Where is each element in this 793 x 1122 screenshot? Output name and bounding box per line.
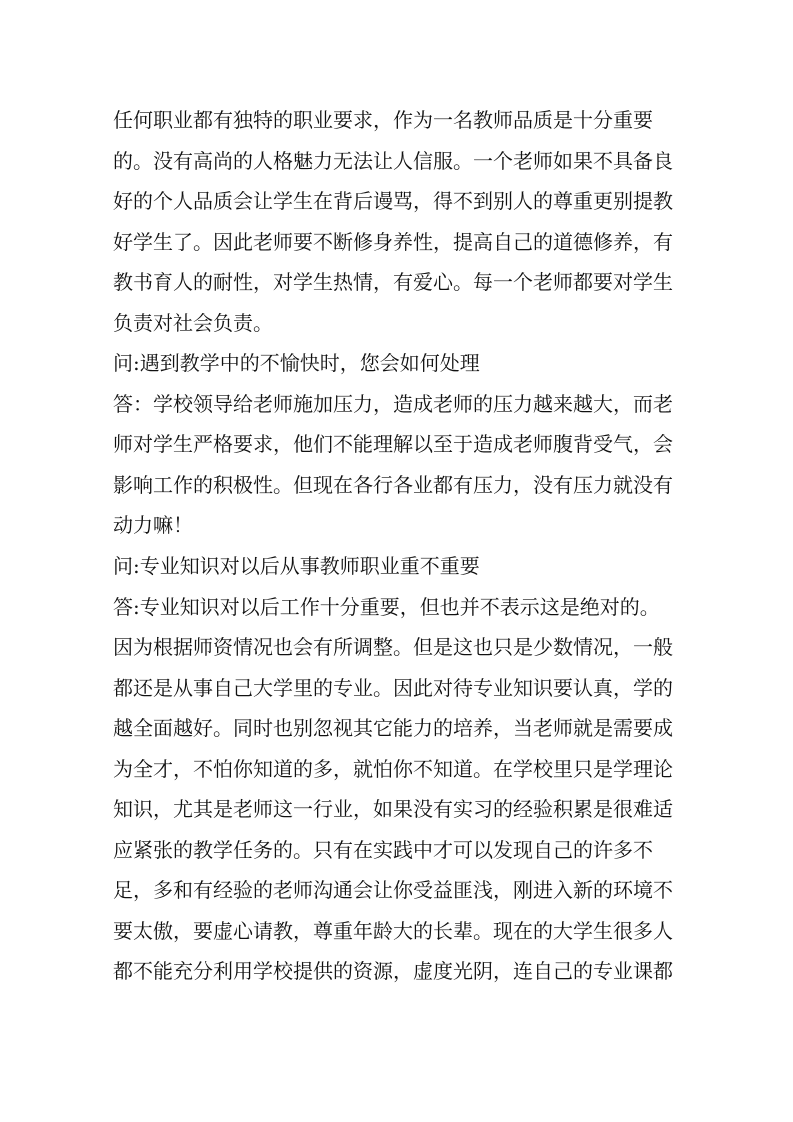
text-line: 师对学生严格要求，他们不能理解以至于造成老师腹背受气，会 (113, 432, 673, 457)
text-line: 的。没有高尚的人格魅力无法让人信服。一个老师如果不具备良 (113, 148, 673, 173)
text-line: 好学生了。因此老师要不断修身养性，提高自己的道德修养，有 (113, 229, 673, 254)
answer-line: 答：学校领导给老师施加压力，造成老师的压力越来越大，而老 (113, 391, 673, 416)
body-text (113, 100, 693, 992)
text-line: 动力嘛！ (113, 513, 193, 538)
text-line: 应紧张的教学任务的。只有在实践中才可以发现自己的许多不 (113, 837, 653, 862)
text-line: 负责对社会负责。 (113, 310, 273, 335)
text-line: 越全面越好。同时也别忽视其它能力的培养，当老师就是需要成 (113, 716, 673, 741)
text-line: 教书育人的耐性，对学生热情，有爱心。每一个老师都要对学生 (113, 270, 673, 295)
question-line: 问:遇到教学中的不愉快时，您会如何处理 (113, 351, 480, 376)
text-line: 影响工作的积极性。但现在各行各业都有压力，没有压力就没有 (113, 472, 673, 497)
text-line: 都不能充分利用学校提供的资源，虚度光阴，连自己的专业课都 (113, 959, 673, 984)
text-line: 都还是从事自己大学里的专业。因此对待专业知识要认真，学的 (113, 675, 673, 700)
text-line: 知识，尤其是老师这一行业，如果没有实习的经验积累是很难适 (113, 797, 673, 822)
text-line: 要太傲，要虚心请教，尊重年龄大的长辈。现在的大学生很多人 (113, 918, 673, 943)
question-line: 问:专业知识对以后从事教师职业重不重要 (113, 554, 480, 579)
answer-line: 答:专业知识对以后工作十分重要，但也并不表示这是绝对的。 (113, 594, 660, 619)
text-line: 因为根据师资情况也会有所调整。但是这也只是少数情况，一般 (113, 635, 673, 660)
text-line: 好的个人品质会让学生在背后谩骂，得不到别人的尊重更别提教 (113, 189, 673, 214)
text-line: 足，多和有经验的老师沟通会让你受益匪浅，刚进入新的环境不 (113, 878, 673, 903)
text-line: 任何职业都有独特的职业要求，作为一名教师品质是十分重要 (113, 108, 653, 132)
text-line: 为全才，不怕你知道的多，就怕你不知道。在学校里只是学理论 (113, 756, 673, 781)
